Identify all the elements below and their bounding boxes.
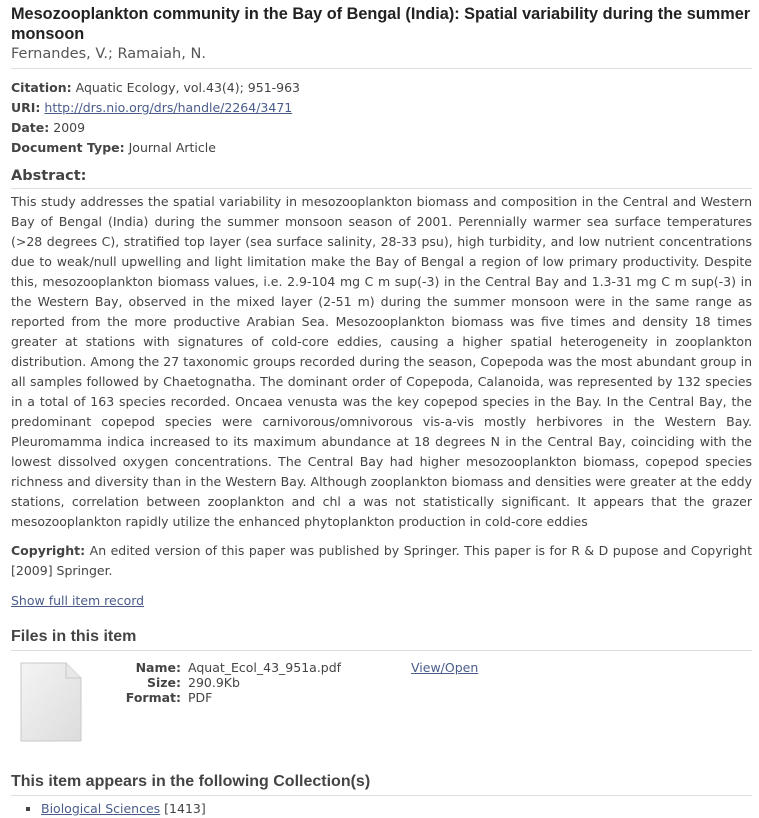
- file-format-label: Format:: [125, 690, 181, 705]
- file-name-label: Name:: [135, 660, 181, 675]
- file-metadata: [119, 660, 341, 705]
- file-name-row: [119, 660, 341, 675]
- abstract-heading: Abstract:: [11, 167, 752, 189]
- date-value: 2009: [53, 120, 86, 135]
- date-row: [11, 118, 752, 138]
- copyright-text: An edited version of this paper was published by Springer. This paper is for R & D pupose and Copyright [2009] Springer.: [11, 543, 752, 578]
- collections-list: [11, 800, 752, 818]
- uri-link[interactable]: http://drs.nio.org/drs/handle/2264/3471: [44, 100, 293, 115]
- collection-link[interactable]: Biological Sciences: [41, 801, 161, 816]
- abstract-text: This study addresses the spatial variability in mesozooplankton biomass and composition in the Central and Western Bay of Bengal (India) during the summer monsoon season of 2001. Perennially warmer sea surface temperatures (>28 degrees C), stratified top layer (sea surface salinity, 28-33 psu), high turbidity, and low nutrient concentrations due to weak/null upwelling and light limitation make the Bay of Bengal a region of low primary productivity. Despite this, mesozooplankton biomass values, i.e. 2.9-104 mg C m sup(-3) in the Central Bay and 1.3-31 mg C m sup(-3) in the Western Bay, observed in the mixed layer (2-51 m) during the summer monsoon were in the same range as reported from the more productive Arabian Sea. Mesozooplankton biomass was five times and density 18 times greater at stations with signatures of cold-core eddies, causing a higher spatial heterogeneity in zooplankton distribution. Among the 27 taxonomic groups recorded during the season, Copepoda was the most abundant group in all samples followed by Chaetognatha. The dominant order of Copepoda, Calanoida, was represented by 132 species in a total of 163 species recorded. Oncaea venusta was the key copepod species in the Bay. In the Central Bay, the predominant copepod species were carnivorous/omnivorous vis-a-vis mostly herbivores in the Western Bay. Pleuromamma indica increased to its maximum abundance at 18 degrees N in the Central Bay, coinciding with the lowest dissolved oxygen concentrations. The Central Bay had higher mesozooplankton biomass, copepod species richness and diversity than in the Western Bay. Although zooplankton biomass and densities were greater at the eddy stations, correlation between zooplankton and chl a was not statistically significant. It appears that the grazer mesozooplankton rapidly utilize the enhanced phytoplankton production in cold-core eddies: [11, 194, 752, 529]
- file-size-label: Size:: [146, 675, 181, 690]
- file-size-row: [119, 675, 341, 690]
- item-title: Mesozooplankton community in the Bay of Bengal (India): Spatial variability during the summer monsoon: [11, 5, 751, 43]
- view-open-link[interactable]: View/Open: [411, 660, 479, 675]
- citation-label: Citation:: [11, 80, 72, 95]
- uri-label: URI:: [11, 100, 41, 115]
- collection-count: [1413]: [164, 801, 206, 816]
- files-heading: Files in this item: [11, 627, 752, 651]
- collections-heading: This item appears in the following Collection(s): [11, 772, 752, 796]
- copyright-section: [11, 541, 752, 581]
- file-name-value: Aquat_Ecol_43_951a.pdf: [188, 660, 342, 675]
- file-format-row: [119, 690, 341, 705]
- uri-row: [11, 98, 752, 118]
- doctype-row: [11, 138, 752, 158]
- file-size-value: 290.9Kb: [188, 675, 240, 690]
- document-icon[interactable]: [20, 662, 82, 742]
- citation-value: Aquatic Ecology, vol.43(4); 951-963: [75, 80, 301, 95]
- doctype-label: Document Type:: [11, 140, 125, 155]
- item-authors: Fernandes, V.; Ramaiah, N.: [11, 44, 752, 69]
- file-thumbnail-icon: [20, 662, 82, 742]
- date-label: Date:: [11, 120, 50, 135]
- doctype-value: Journal Article: [128, 140, 216, 155]
- file-format-value: PDF: [188, 690, 213, 705]
- show-full-record-link[interactable]: Show full item record: [11, 593, 145, 608]
- file-entry: [11, 660, 752, 772]
- copyright-label: Copyright:: [11, 543, 86, 558]
- citation-row: [11, 78, 752, 98]
- metadata-section: [11, 78, 752, 158]
- list-item: [41, 800, 752, 818]
